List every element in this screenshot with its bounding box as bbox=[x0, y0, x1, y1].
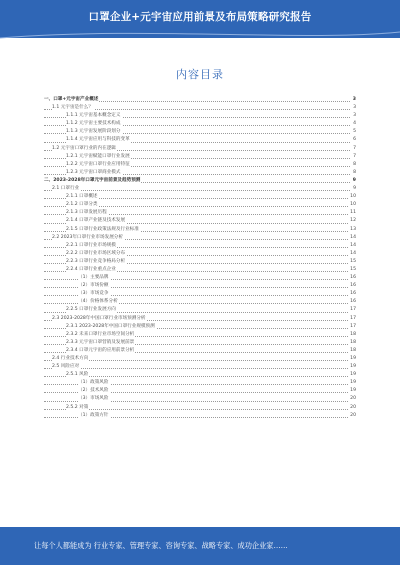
toc-entry-label: 1.1.4 元宇宙应用与科技的变革 bbox=[66, 136, 131, 144]
toc-entry-label: 2.2 2023年口罩行业市场发展分析 bbox=[52, 234, 124, 242]
toc-entry-page: 10 bbox=[349, 201, 356, 209]
toc-entry-label: 1.1.1 元宇宙基本概念定义 bbox=[66, 112, 122, 120]
toc-entry[interactable] bbox=[44, 379, 356, 387]
toc-entry-page: 15 bbox=[349, 266, 356, 274]
toc-entry[interactable] bbox=[44, 120, 356, 128]
toc-entry-page: 8 bbox=[352, 169, 356, 177]
toc-entry[interactable] bbox=[44, 412, 356, 420]
toc-entry[interactable] bbox=[44, 153, 356, 161]
toc-entry-page: 17 bbox=[349, 306, 356, 314]
footer-slogan: 让每个人都能成为 行业专家、管理专家、咨询专家、战略专家、成功企业家…… bbox=[34, 541, 288, 550]
toc-entry-label: 2.3 2023-2028年中国口罩行业市场预测分析 bbox=[52, 315, 147, 323]
toc-leader-dots bbox=[44, 376, 350, 377]
toc-entry[interactable] bbox=[44, 201, 356, 209]
toc-entry-page: 19 bbox=[349, 363, 356, 371]
toc-entry[interactable] bbox=[44, 258, 356, 266]
toc-entry[interactable] bbox=[44, 331, 356, 339]
toc-entry-label: （1）主要品牌 bbox=[78, 274, 110, 282]
toc-leader-dots bbox=[44, 409, 350, 410]
toc-entry-label: 2.1.1 口罩概述 bbox=[66, 193, 99, 201]
toc-title: 内容目录 bbox=[176, 68, 224, 81]
toc-entry-label: 1.2 元宇宙口罩行业的内在逻辑 bbox=[52, 145, 117, 153]
toc-entry-page: 16 bbox=[349, 274, 356, 282]
toc-entry-label: 2.4 行业技术方向 bbox=[52, 355, 89, 363]
toc-entry-label: 2.2.2 口罩行业市场区域分布 bbox=[66, 250, 126, 258]
toc-entry-label: 1.2.3 元宇宙口罩商业模式 bbox=[66, 169, 122, 177]
toc-entry-label: 2.2.4 口罩行业重点企业 bbox=[66, 266, 117, 274]
toc-entry[interactable] bbox=[44, 315, 356, 323]
toc-entry[interactable] bbox=[44, 217, 356, 225]
toc-entry-page: 4 bbox=[352, 120, 356, 128]
toc-entry-label: 2.3.4 口罩元宇宙的应用前景分析 bbox=[66, 347, 135, 355]
toc-entry[interactable] bbox=[44, 169, 356, 177]
toc-entry[interactable] bbox=[44, 136, 356, 144]
toc-entry[interactable] bbox=[44, 96, 356, 104]
toc-entry[interactable] bbox=[44, 209, 356, 217]
toc-entry-label: 2.3.1 2023-2028年中国口罩行业规模预测 bbox=[66, 323, 156, 331]
toc-entry-label: 2.5.1 风险 bbox=[66, 371, 89, 379]
toc-entry[interactable] bbox=[44, 355, 356, 363]
toc-entry-label: （1）政策方针 bbox=[78, 412, 110, 420]
toc-entry-page: 3 bbox=[352, 112, 356, 120]
toc-entry-page: 19 bbox=[349, 379, 356, 387]
toc-entry-page: 14 bbox=[349, 242, 356, 250]
toc-entry[interactable] bbox=[44, 145, 356, 153]
toc-entry[interactable] bbox=[44, 128, 356, 136]
toc-entry[interactable] bbox=[44, 112, 356, 120]
toc-entry-label: 2.1.2 口罩分类 bbox=[66, 201, 99, 209]
toc-entry-page: 9 bbox=[352, 185, 356, 193]
toc-entry-label: （4）价格体系分析 bbox=[78, 298, 119, 306]
toc-entry[interactable] bbox=[44, 266, 356, 274]
toc-entry-label: （3）市场竞争 bbox=[78, 290, 110, 298]
toc-entry[interactable] bbox=[44, 226, 356, 234]
toc-entry-page: 12 bbox=[349, 217, 356, 225]
toc-entry-page: 3 bbox=[352, 96, 356, 104]
toc-entry-label: 1.1.2 元宇宙主要技术构成 bbox=[66, 120, 122, 128]
toc-leader-dots bbox=[44, 360, 350, 361]
toc-entry-page: 7 bbox=[352, 153, 356, 161]
toc-entry-label: 2.2.5 口罩行业发展方向 bbox=[66, 306, 117, 314]
toc-entry-label: （2）市场份额 bbox=[78, 282, 110, 290]
toc-entry[interactable] bbox=[44, 290, 356, 298]
toc-entry-label: 2.1.4 口罩产业链及技术发展 bbox=[66, 217, 126, 225]
toc-entry-label: 1.2.2 元宇宙口罩行业应用特征 bbox=[66, 161, 131, 169]
toc-entry[interactable] bbox=[44, 193, 356, 201]
toc-entry-page: 14 bbox=[349, 234, 356, 242]
toc-entry-page: 14 bbox=[349, 250, 356, 258]
toc-entry-label: 1.1 元宇宙是什么？ bbox=[52, 104, 94, 112]
toc-entry[interactable] bbox=[44, 161, 356, 169]
toc-entry-label: （1）政策风险 bbox=[78, 379, 110, 387]
toc-entry-label: 一、口罩+元宇宙产业概述 bbox=[44, 96, 99, 104]
toc-entry[interactable] bbox=[44, 395, 356, 403]
toc-entry-label: （3）市场风险 bbox=[78, 395, 110, 403]
toc-entry-page: 20 bbox=[349, 395, 356, 403]
toc-entry-page: 11 bbox=[349, 209, 356, 217]
toc-entry[interactable] bbox=[44, 282, 356, 290]
toc-entry-label: 2.3.3 元宇宙口罩营销及发展前景 bbox=[66, 339, 135, 347]
toc-entry-page: 20 bbox=[349, 412, 356, 420]
toc-entry-page: 19 bbox=[349, 355, 356, 363]
toc-entry-label: 2.3.2 未来口罩行业市场空间分析 bbox=[66, 331, 135, 339]
toc-entry[interactable] bbox=[44, 185, 356, 193]
toc-entry[interactable] bbox=[44, 339, 356, 347]
toc-entry-page: 16 bbox=[349, 298, 356, 306]
toc-entry-page: 18 bbox=[349, 347, 356, 355]
toc-entry-page: 19 bbox=[349, 387, 356, 395]
toc-entry-page: 17 bbox=[349, 323, 356, 331]
toc-entry-page: 19 bbox=[349, 371, 356, 379]
toc-entry-label: 2.1 口罩行业 bbox=[52, 185, 80, 193]
toc-entry-label: 2.5 风险应对 bbox=[52, 363, 80, 371]
toc-entry-label: 2.1.5 口罩行业政策法规及行业标准 bbox=[66, 226, 140, 234]
toc-entry[interactable] bbox=[44, 234, 356, 242]
toc-entry-page: 7 bbox=[352, 145, 356, 153]
toc-entry-page: 16 bbox=[349, 290, 356, 298]
toc-entry[interactable] bbox=[44, 363, 356, 371]
toc-entry[interactable] bbox=[44, 306, 356, 314]
toc-entry[interactable] bbox=[44, 250, 356, 258]
toc-entry-page: 18 bbox=[349, 331, 356, 339]
toc-entry-label: 二、2023-2028年口罩元宇宙前景及趋势预测 bbox=[44, 177, 141, 185]
toc-entry-label: 1.2.1 元宇宙赋能口罩行业发展 bbox=[66, 153, 131, 161]
toc-entry-page: 10 bbox=[349, 193, 356, 201]
toc-entry-label: 2.5.2 对策 bbox=[66, 404, 89, 412]
toc-entry-page: 13 bbox=[349, 226, 356, 234]
toc-entry[interactable] bbox=[44, 387, 356, 395]
toc-entry[interactable] bbox=[44, 347, 356, 355]
toc-entry[interactable] bbox=[44, 274, 356, 282]
toc-entry-label: 1.1.3 元宇宙发展阶段划分 bbox=[66, 128, 122, 136]
toc-leader-dots bbox=[44, 368, 350, 369]
report-title: 口罩企业+元宇宙应用前景及布局策略研究报告 bbox=[88, 11, 312, 23]
toc-entry-page: 16 bbox=[349, 282, 356, 290]
toc-entry-label: 2.1.3 口罩发展历程 bbox=[66, 209, 108, 217]
header-wave-decoration bbox=[0, 28, 400, 44]
toc-entry[interactable] bbox=[44, 323, 356, 331]
toc-entry-page: 17 bbox=[349, 315, 356, 323]
toc-leader-dots bbox=[44, 190, 350, 191]
toc-entry[interactable] bbox=[44, 242, 356, 250]
toc-entry-page: 18 bbox=[349, 339, 356, 347]
toc-entry-page: 8 bbox=[352, 161, 356, 169]
toc-entry-label: 2.2.3 口罩行业竞争格局分析 bbox=[66, 258, 126, 266]
toc-entry-page: 20 bbox=[349, 404, 356, 412]
toc-entry-page: 5 bbox=[352, 128, 356, 136]
toc-entry-label: 2.2.1 口罩行业市场规模 bbox=[66, 242, 117, 250]
toc-entry-page: 3 bbox=[352, 104, 356, 112]
toc-entry[interactable] bbox=[44, 298, 356, 306]
toc-entry[interactable] bbox=[44, 371, 356, 379]
toc-entry[interactable] bbox=[44, 177, 356, 185]
toc-entry[interactable] bbox=[44, 104, 356, 112]
toc-entry-label: （2）技术风险 bbox=[78, 387, 110, 395]
toc-entry[interactable] bbox=[44, 404, 356, 412]
toc-entry-page: 9 bbox=[352, 177, 356, 185]
table-of-contents bbox=[44, 96, 356, 420]
toc-entry-page: 15 bbox=[349, 258, 356, 266]
toc-entry-page: 6 bbox=[352, 136, 356, 144]
